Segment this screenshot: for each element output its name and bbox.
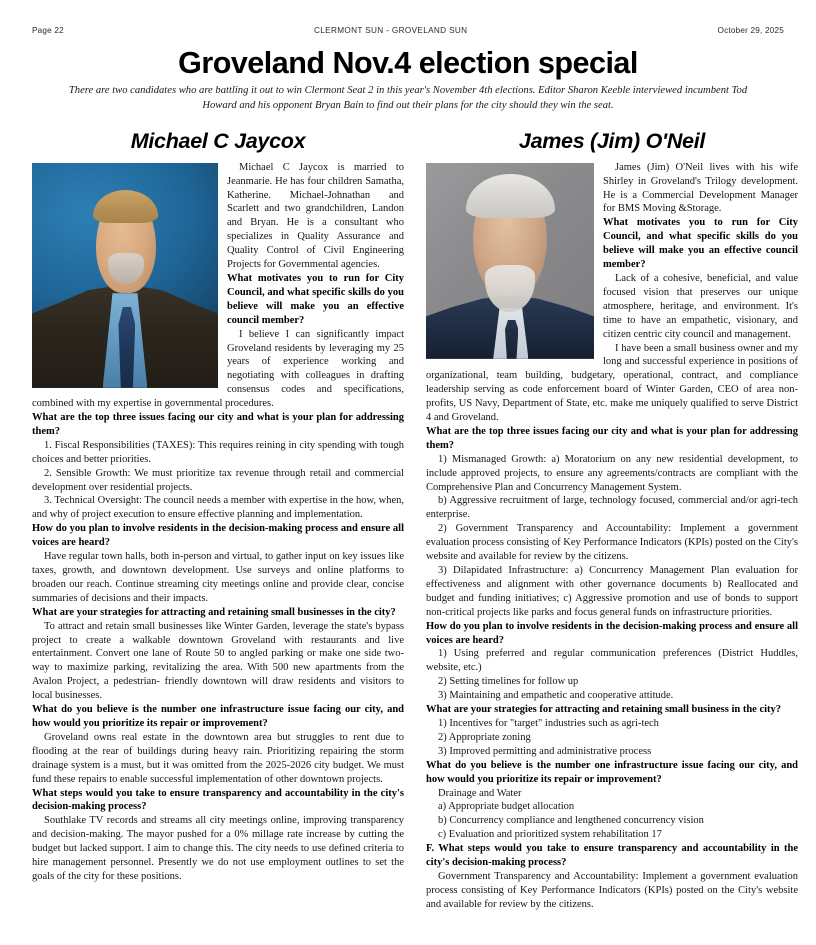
answer-3-left: Have regular town halls, both in-person and virtual, to gather input on key issues like taxes, growth, and downtown development. Use surveys and online platforms to broaden our reach. Continue streaming city meetings online and provide clear, concise summaries of decisions and their impacts. [32,551,404,604]
answer-5-item-2-right: a) Appropriate budget allocation [438,801,575,813]
question-3-left: How do you plan to involve residents in the decision-making process and ensure all voices are heard? [32,523,404,549]
issue-date: October 29, 2025 [717,26,784,35]
masthead-title: CLERMONT SUN - GROVELAND SUN [314,26,468,35]
question-5-left: What do you believe is the number one infrastructure issue facing our city, and how would you prioritize its repair or improvement? [32,704,404,729]
candidate-intro-right [426,161,798,425]
question-1-right: What motivates you to run for City Council, and what specific skills do you believe will make you an effective council member? [603,217,798,271]
answer-3-item-3-right: 3) Maintaining and empathetic and cooperative attitude. [438,690,674,702]
question-1-left: What motivates you to run for City Council, and what specific skills do you believe will make you an effective council member? [227,272,404,326]
answer-2-item-2-left: 2. Sensible Growth: We must prioritize tax revenue through retail and commercial development over residential projects. [32,467,404,493]
answer-1-part-1-right: Lack of a cohesive, beneficial, and value focused vision that preserves our unique atmosphere, heritage, and environment. It's time to have an empathetic, visionary, and citizen centric city council and management. [603,272,798,340]
question-2-left: What are the top three issues facing our city and what is your plan for addressing them? [32,412,404,437]
answer-5-item-3-right: b) Concurrency compliance and lengthened concurrency vision [438,815,704,827]
answer-5-left: Groveland owns real estate in the downtown area but struggles to rent due to flooding at the rear of buildings during heavy rain. Prioritizing repairing the storm drainage system is a must, but it was omitted from the 2025-2026 city budget. We must fund these repairs to enable successful implementation of other downtown projects. [32,731,404,785]
question-2-right: What are the top three issues facing our city and what is your plan for addressing them? [426,425,798,451]
answer-2-item-1-right: 1) Mismanaged Growth: a) Moratorium on any new residential development, to include approved projects, to ensure any agreements/contracts are compliant with the Comprehensive Plan and Concurrency Management System. [426,453,798,493]
question-4-right: What are your strategies for attracting and retaining small business in the city? [426,704,782,716]
photo-tie-icon [118,307,135,388]
candidate-column-left [32,130,404,884]
page-folio: Page 22 [32,26,64,35]
article-columns [22,129,798,912]
answer-4-item-1-right: 1) Incentives for "target" industries such as agri-tech [438,717,659,729]
deck-subheadline: There are two candidates who are battling it out to win Clermont Seat 2 in this year's November 4th elections. Editor Sharon Keeble interviewed incumbent Tod Howard and his opponent Bryan Bain to find out their plans for the city should they win the seat. [68,85,748,112]
answer-2-item-1-left: 1. Fiscal Responsibilities (TAXES): This requires reining in city spending with tough choices and better priorities. [32,439,404,465]
answer-4-left: To attract and retain small businesses like Winter Garden, leverage the state's bypass project to create a walkable downtown Groveland with restaurants and live entertainment. Convert one lane of Route 50 to angled parking or make one side two-way to maximize parking, revitalizing the area. With 500 new apartments from the Avalon Project, a pedestrian- friendly downtown will draw residents and visitors to local businesses. [32,620,404,702]
answer-5-item-1-right: Drainage and Water [438,787,522,799]
question-6-left: What steps would you take to ensure transparency and accountability in the city's decision-making process? [32,787,404,813]
answer-2-item-2-right: b) Aggressive recruitment of large, technology focused, commercial and/or agri-tech enterprise. [426,495,798,521]
question-4-left: What are your strategies for attracting and retaining small businesses in the city? [32,606,396,618]
page-title: Groveland Nov.4 election special [178,46,638,80]
candidate-column-right [426,130,798,912]
photo-tie-icon [505,320,518,359]
bio-paragraph-left: Michael C Jaycox is married to Jeanmarie. He has four children Samatha, Katherine. Michael-Johnathan and Scarlett and two grandchildren, Landon and Bryan. He is a consultant who specializes in Quality Assurance and Quality Control of Civil Engineering Projects for Governmental agencies. [227,161,404,271]
answer-3-item-1-right: 1) Using preferred and regular communication preferences (District Huddles, website, etc.) [426,648,798,674]
candidate-name-left: Michael C Jaycox [130,129,306,154]
candidate-name-right: James (Jim) O'Neil [518,129,706,154]
answer-4-item-2-right: 2) Appropriate zoning [438,731,531,743]
bio-paragraph-right: James (Jim) O'Neil lives with his wife Shirley in Groveland's Trilogy development. He is a Commercial Development Manager for BMS Moving &Storage. [603,161,798,215]
answer-3-item-2-right: 2) Setting timelines for follow up [438,676,579,688]
answer-2-item-4-right: 3) Dilapidated Infrastructure: a) Concurrency Management Plan evaluation for effectiveness and alignment with other governance documents b) Reallocated and budget and funding initiatives; c) Aggressive promotion and use of bonds to support non-critical projects like parks and focus general funds on infrastructure priorities. [426,565,798,618]
answer-2-item-3-left: 3. Technical Oversight: The council needs a member with expertise in the how, when, and why of project execution to ensure effective planning and implementation. [32,495,404,521]
answer-6-left: Southlake TV records and streams all city meetings online, improving transparency and decision-making. The mayor pushed for a 0% millage rate increase by cutting the budget but lacked support. I aim to change this. The city needs to use defined criteria to hire management personnel. Presently we do not use employment outlines to set the goals of the city for these positions. [32,815,404,882]
candidate-photo-left [32,163,218,388]
answer-2-item-3-right: 2) Government Transparency and Accountability: Implement a government evaluation process consisting of Key Performance Indicators (KPIs) posted on the City's website and available for review by the citizens. [426,523,798,563]
answer-1-left: I believe I can significantly impact Groveland residents by leveraging my 25 years of experience working and negotiating with colleagues in drafting consensus codes and specifications, combined with my expertise in governmental procedures. [32,328,404,410]
question-3-right: How do you plan to involve residents in the decision-making process and ensure all voices are heard? [426,620,798,646]
answer-6-right: Government Transparency and Accountability: Implement a government evaluation process consisting of Key Performance Indicators (KPIs) posted on the City's website and available for review by the citizens. [426,870,798,910]
candidate-intro-left [32,161,404,411]
question-5-right: What do you believe is the number one infrastructure issue facing our city, and how would you prioritize its repair or improvement? [426,759,798,785]
question-6-right: F. What steps would you take to ensure transparency and accountability in the city's decision-making process? [426,843,798,869]
answer-5-item-4-right: c) Evaluation and prioritized system rehabilitation 17 [438,829,662,841]
answer-1-part-2-right: I have been a small business owner and my long and successful experience in positions of organizational, team building, budgetary, operational, contract, and compliance leadership serving as code enforcement board of Winter Garden, CEO of area non-profits, US Navy, Department of State, etc. make me uniquely qualified to serve District 4 and Groveland. [426,342,798,424]
candidate-photo-right [426,163,594,359]
answer-4-item-3-right: 3) Improved permitting and administrative process [438,745,652,757]
running-head [22,26,794,38]
